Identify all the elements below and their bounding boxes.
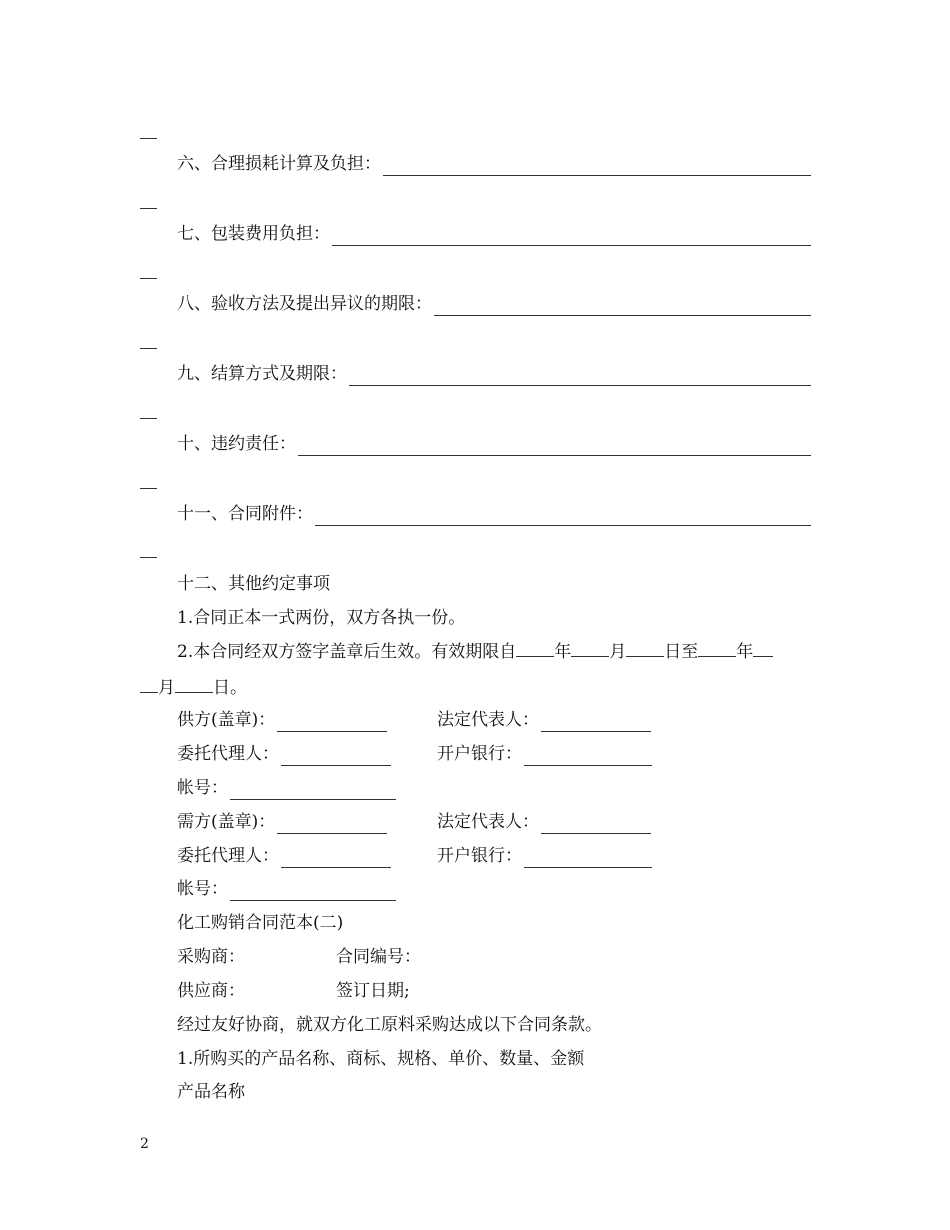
field-label: 帐号： bbox=[177, 778, 228, 798]
agent-blank[interactable] bbox=[281, 749, 391, 766]
blank-line[interactable] bbox=[315, 507, 811, 526]
section-12-item-2 bbox=[177, 640, 773, 664]
vendor-label: 供应商： bbox=[177, 981, 245, 1001]
continuation-dash bbox=[140, 488, 157, 489]
purchaser-label: 采购商： bbox=[177, 947, 245, 967]
month-label: 月 bbox=[158, 678, 175, 698]
buyer-bank-field bbox=[437, 844, 652, 868]
sign-date-label: 签订日期; bbox=[336, 981, 410, 1001]
clause-10 bbox=[177, 432, 811, 456]
buyer-agent-field bbox=[177, 844, 391, 868]
template-2-title: 化工购销合同范本(二) bbox=[177, 913, 344, 933]
seal-blank[interactable] bbox=[277, 715, 387, 732]
contract-number-label: 合同编号： bbox=[336, 947, 421, 967]
continuation-dash bbox=[140, 278, 157, 279]
clause-6 bbox=[177, 152, 811, 176]
month-blank[interactable] bbox=[140, 676, 158, 693]
section-12-heading: 十二、其他约定事项 bbox=[177, 574, 330, 594]
account-blank[interactable] bbox=[230, 783, 396, 800]
bank-blank[interactable] bbox=[524, 851, 652, 868]
supplier-agent-field bbox=[177, 742, 391, 766]
section-12-item-2-cont bbox=[140, 676, 247, 700]
supplier-legal-rep-field bbox=[437, 708, 651, 732]
clause-label: 八、验收方法及提出异议的期限： bbox=[177, 294, 432, 314]
section-12-item-1: 1.合同正本一式两份，双方各执一份。 bbox=[177, 608, 466, 628]
month-blank[interactable] bbox=[571, 640, 609, 657]
blank-line[interactable] bbox=[332, 227, 811, 246]
field-label: 法定代表人： bbox=[437, 710, 539, 730]
clause-label: 十一、合同附件： bbox=[177, 504, 313, 524]
year-label: 年 bbox=[554, 642, 572, 662]
buyer-account-field bbox=[177, 877, 396, 901]
field-label: 开户银行： bbox=[437, 846, 522, 866]
month-label: 月 bbox=[609, 642, 627, 662]
legal-rep-blank[interactable] bbox=[541, 817, 651, 834]
seal-blank[interactable] bbox=[277, 817, 387, 834]
year-blank[interactable] bbox=[698, 640, 736, 657]
buyer-legal-rep-field bbox=[437, 810, 651, 834]
field-label: 帐号： bbox=[177, 879, 228, 899]
clause-label: 七、包装费用负担： bbox=[177, 224, 330, 244]
account-blank[interactable] bbox=[230, 884, 396, 901]
continuation-dash bbox=[140, 138, 157, 139]
blank-line[interactable] bbox=[349, 367, 811, 386]
field-label: 供方(盖章)： bbox=[177, 710, 276, 730]
field-label: 法定代表人： bbox=[437, 812, 539, 832]
month-blank[interactable] bbox=[753, 640, 773, 657]
year-label: 年 bbox=[736, 642, 754, 662]
blank-line[interactable] bbox=[383, 157, 811, 176]
blank-line[interactable] bbox=[434, 297, 811, 316]
clause-8 bbox=[177, 292, 811, 316]
supplier-account-field bbox=[177, 776, 396, 800]
clause-label: 九、结算方式及期限： bbox=[177, 364, 347, 384]
year-blank[interactable] bbox=[516, 640, 554, 657]
day-blank[interactable] bbox=[175, 676, 213, 693]
field-label: 需方(盖章)： bbox=[177, 812, 276, 832]
bank-blank[interactable] bbox=[524, 749, 652, 766]
clause-label: 六、合理损耗计算及负担： bbox=[177, 154, 381, 174]
clause-9 bbox=[177, 362, 811, 386]
buyer-seal-field bbox=[177, 810, 387, 834]
validity-text: 2.本合同经双方签字盖章后生效。有效期限自 bbox=[177, 642, 517, 662]
continuation-dash bbox=[140, 208, 157, 209]
clause-11 bbox=[177, 502, 811, 526]
template-2-item-1: 1.所购买的产品名称、商标、规格、单价、数量、金额 bbox=[177, 1049, 585, 1069]
field-label: 开户银行： bbox=[437, 744, 522, 764]
day-blank[interactable] bbox=[626, 640, 664, 657]
template-2-intro: 经过友好协商，就双方化工原料采购达成以下合同条款。 bbox=[177, 1015, 602, 1035]
page-number: 2 bbox=[140, 1136, 149, 1152]
field-label: 委托代理人： bbox=[177, 744, 279, 764]
agent-blank[interactable] bbox=[281, 851, 391, 868]
field-label: 委托代理人： bbox=[177, 846, 279, 866]
legal-rep-blank[interactable] bbox=[541, 715, 651, 732]
continuation-dash bbox=[140, 418, 157, 419]
clause-7 bbox=[177, 222, 811, 246]
blank-line[interactable] bbox=[298, 437, 811, 456]
day-label: 日。 bbox=[213, 678, 247, 698]
product-name-label: 产品名称 bbox=[177, 1082, 245, 1102]
day-label: 日至 bbox=[664, 642, 699, 662]
supplier-seal-field bbox=[177, 708, 387, 732]
continuation-dash bbox=[140, 348, 157, 349]
continuation-dash bbox=[140, 557, 157, 558]
clause-label: 十、违约责任： bbox=[177, 434, 296, 454]
supplier-bank-field bbox=[437, 742, 652, 766]
